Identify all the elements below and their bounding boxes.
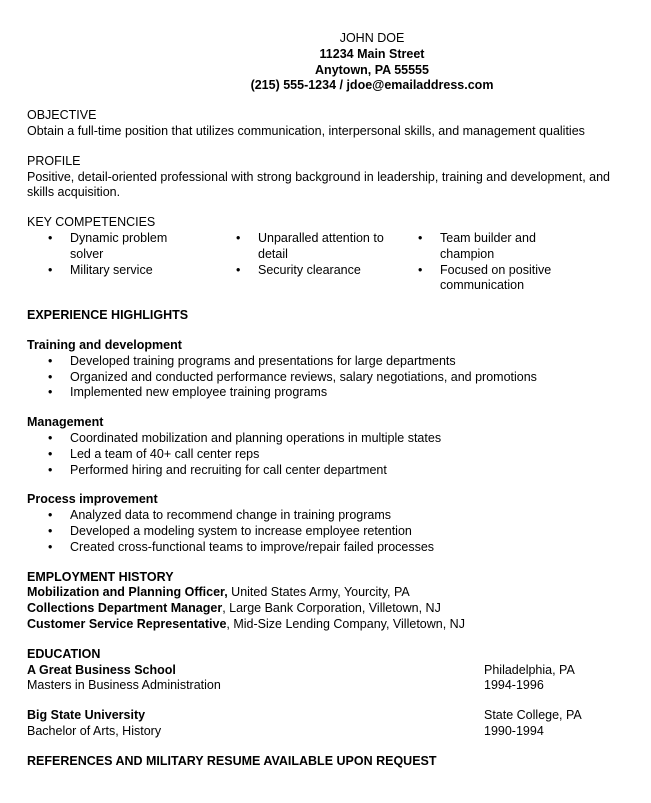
list-item: • Security clearance	[216, 263, 394, 279]
experience-title: EXPERIENCE HIGHLIGHTS	[27, 308, 189, 323]
resume-document	[27, 31, 627, 769]
competencies-column	[408, 231, 598, 294]
address-street: 11234 Main Street	[319, 46, 425, 61]
job-role: Mobilization and Planning Officer,	[27, 585, 228, 600]
job-role: Collections Department Manager	[27, 601, 223, 616]
job-entry	[27, 601, 627, 617]
list-item: • Focused on positive communication	[408, 263, 570, 295]
resume-header	[27, 31, 627, 94]
competencies-column	[27, 231, 216, 294]
list-item: • Implemented new employee training programs	[27, 385, 627, 401]
education-title: EDUCATION	[27, 646, 101, 661]
experience-subheading: Training and development	[27, 337, 182, 352]
list-item: • Military service	[27, 263, 197, 279]
job-org: United States Army, Yourcity, PA	[227, 585, 410, 600]
list-item: • Analyzed data to recommend change in training programs	[27, 508, 627, 524]
experience-subheading: Process improvement	[27, 492, 158, 507]
competencies-section	[27, 215, 627, 294]
competencies-title: KEY COMPETENCIES	[27, 215, 156, 230]
contact-line: (215) 555-1234 / jdoe@emailaddress.com	[250, 78, 494, 93]
experience-list	[27, 431, 627, 478]
job-role: Customer Service Representative	[27, 616, 227, 631]
list-item: • Coordinated mobilization and planning operations in multiple states	[27, 431, 627, 447]
profile-section	[27, 154, 627, 201]
list-item: • Organized and conducted performance reviews, salary negotiations, and promotions	[27, 370, 627, 386]
school-location: Philadelphia, PA	[484, 662, 575, 677]
objective-title: OBJECTIVE	[27, 108, 97, 123]
school-location: State College, PA	[484, 708, 582, 723]
references-note: REFERENCES AND MILITARY RESUME AVAILABLE UPON REQUEST	[27, 753, 437, 768]
profile-title: PROFILE	[27, 153, 81, 168]
competencies-grid	[27, 231, 627, 294]
objective-section	[27, 108, 627, 140]
education-entry	[27, 663, 627, 695]
job-org: , Large Bank Corporation, Villetown, NJ	[222, 601, 441, 616]
employment-title: EMPLOYMENT HISTORY	[27, 569, 174, 584]
education-section	[27, 647, 627, 740]
school-name: Big State University	[27, 708, 146, 723]
job-entry	[27, 585, 627, 601]
school-name: A Great Business School	[27, 662, 176, 677]
job-entry	[27, 617, 627, 633]
education-entry	[27, 708, 627, 740]
objective-text: Obtain a full-time position that utilizes communication, interpersonal skills, and management qualities	[27, 123, 585, 138]
experience-list	[27, 508, 627, 555]
list-item: • Unparalled attention to detail	[216, 231, 394, 263]
job-org: , Mid-Size Lending Company, Villetown, NJ	[226, 616, 465, 631]
school-degree: Bachelor of Arts, History	[27, 723, 162, 738]
school-years: 1990-1994	[484, 723, 544, 738]
school-degree: Masters in Business Administration	[27, 678, 221, 693]
list-item: • Developed a modeling system to increase employee retention	[27, 524, 627, 540]
list-item: • Created cross-functional teams to improve/repair failed processes	[27, 540, 627, 556]
experience-list	[27, 354, 627, 401]
competencies-column	[216, 231, 408, 294]
candidate-name: JOHN DOE	[339, 31, 405, 45]
list-item: • Developed training programs and presentations for large departments	[27, 354, 627, 370]
list-item: • Team builder and champion	[408, 231, 570, 263]
experience-section	[27, 308, 627, 555]
profile-text: Positive, detail-oriented professional with strong background in leadership, training and development, and skills acquisition.	[27, 169, 610, 200]
school-years: 1994-1996	[484, 678, 544, 693]
employment-section	[27, 570, 627, 633]
address-city: Anytown, PA 55555	[315, 62, 429, 77]
experience-subheading: Management	[27, 415, 104, 430]
list-item: • Dynamic problem solver	[27, 231, 197, 263]
list-item: • Led a team of 40+ call center reps	[27, 447, 627, 463]
list-item: • Performed hiring and recruiting for call center department	[27, 463, 627, 479]
